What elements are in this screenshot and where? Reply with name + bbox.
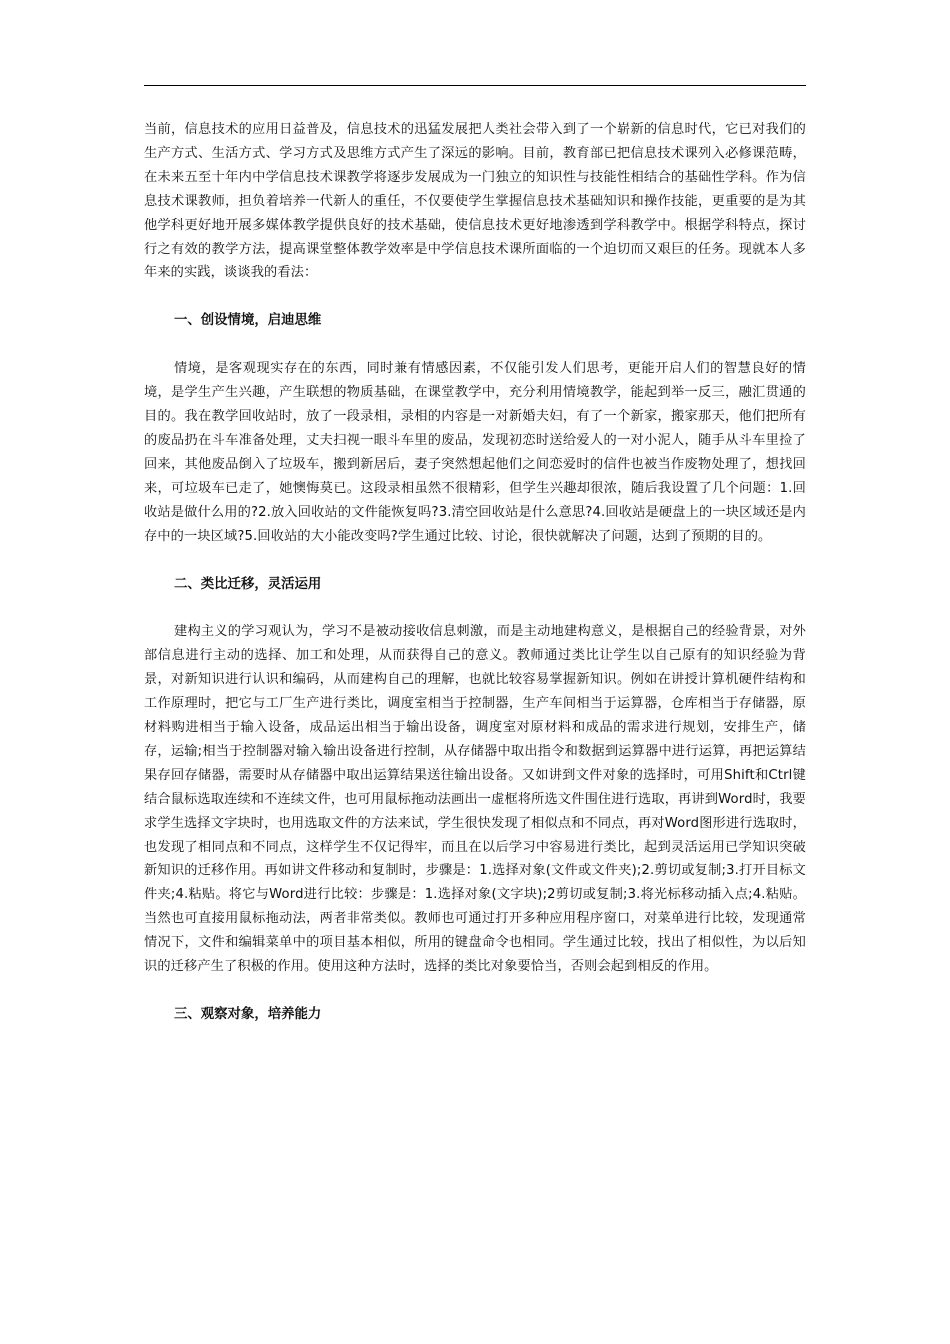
section-body-1: 情境，是客观现实存在的东西，同时兼有情感因素，不仅能引发人们思考，更能开启人们的智慧良好的情境，是学生产生兴趣，产生联想的物质基础，在课堂教学中，充分利用情境教学，能起到举一反三，融汇贯通的目的。我在教学回收站时，放了一段录相，录相的内容是一对新婚夫妇，有了一个新家，搬家那天，他们把所有的废品扔在斗车准备处理，丈夫扫视一眼斗车里的废品，发现初恋时送给爱人的一对小泥人，随手从斗车里捡了回来，其他废品倒入了垃圾车，搬到新居后，妻子突然想起他们之间恋爱时的信件也被当作废物处理了，想找回来，可垃圾车已走了，她懊悔莫已。这段录相虽然不很精彩，但学生兴趣却很浓，随后我设置了几个问题：1.回收站是做什么用的?2.放入回收站的文件能恢复吗?3.清空回收站是什么意思?4.回收站是硬盘上的一块区域还是内存中的一块区域?5.回收站的大小能改变吗?学生通过比较、讨论，很快就解决了问题，达到了预期的目的。 xyxy=(144,361,806,544)
section-heading-1: 一、创设情境，启迪思维 xyxy=(174,313,322,329)
section-heading-2: 二、类比迁移，灵活运用 xyxy=(174,576,322,592)
section-heading-3: 三、观察对象，培养能力 xyxy=(174,1007,322,1022)
document-body xyxy=(144,118,806,1027)
intro-paragraph: 当前，信息技术的应用日益普及，信息技术的迅猛发展把人类社会带入到了一个崭新的信息时代，它已对我们的生产方式、生活方式、学习方式及思维方式产生了深远的影响。目前，教育部已把信息技术课列入必修课范畴，在未来五至十年内中学信息技术课教学将逐步发展成为一门独立的知识性与技能性相结合的基础性学科。作为信息技术课教师，担负着培养一代新人的重任，不仅要使学生掌握信息技术基础知识和操作技能，更重要的是为其他学科更好地开展多媒体教学提供良好的技术基础，使信息技术更好地渗透到学科教学中。根据学科特点，探讨行之有效的教学方法，提高课堂整体教学效率是中学信息技术课所面临的一个迫切而又艰巨的任务。现就本人多年来的实践，谈谈我的看法： xyxy=(144,122,806,281)
section-body-2: 建构主义的学习观认为，学习不是被动接收信息刺激，而是主动地建构意义，是根据自己的经验背景，对外部信息进行主动的选择、加工和处理，从而获得自己的意义。教师通过类比让学生以自己原有的知识经验为背景，对新知识进行认识和编码，从而建构自己的理解，也就比较容易掌握新知识。例如在讲授计算机硬件结构和工作原理时，把它与工厂生产进行类比，调度室相当于控制器，生产车间相当于运算器，仓库相当于存储器，原材料购进相当于输入设备，成品运出相当于输出设备，调度室对原材料和成品的需求进行规划，安排生产，储存，运输;相当于控制器对输入输出设备进行控制，从存储器中取出指令和数据到运算器中进行运算，再把运算结果存回存储器，需要时从存储器中取出运算结果送往输出设备。又如讲到文件对象的选择时，可用Shift和Ctrl键结合鼠标选取连续和不连续文件，也可用鼠标拖动法画出一虚框将所选文件围住进行选取，再讲到Word时，我要求学生选择文字块时，也用选取文件的方法来试，学生很快发现了相似点和不同点，再对Word图形进行选取时，也发现了相同点和不同点，这样学生不仅记得牢，而且在以后学习中容易进行类比，起到灵活运用已学知识突破新知识的迁移作用。再如讲文件移动和复制时，步骤是：1.选择对象(文件或文件夹);2.剪切或复制;3.打开目标文件夹;4.粘贴。将它与Word进行比较：步骤是：1.选择对象(文字块);2剪切或复制;3.将光标移动插入点;4.粘贴。当然也可直接用鼠标拖动法，两者非常类似。教师也可通过打开多种应用程序窗口，对菜单进行比较，发现通常情况下，文件和编辑菜单中的项目基本相似，所用的键盘命令也相同。学生通过比较，找出了相似性，为以后知识的迁移产生了积极的作用。使用这种方法时，选择的类比对象要恰当，否则会起到相反的作用。 xyxy=(144,624,806,975)
header-rule xyxy=(144,85,806,86)
